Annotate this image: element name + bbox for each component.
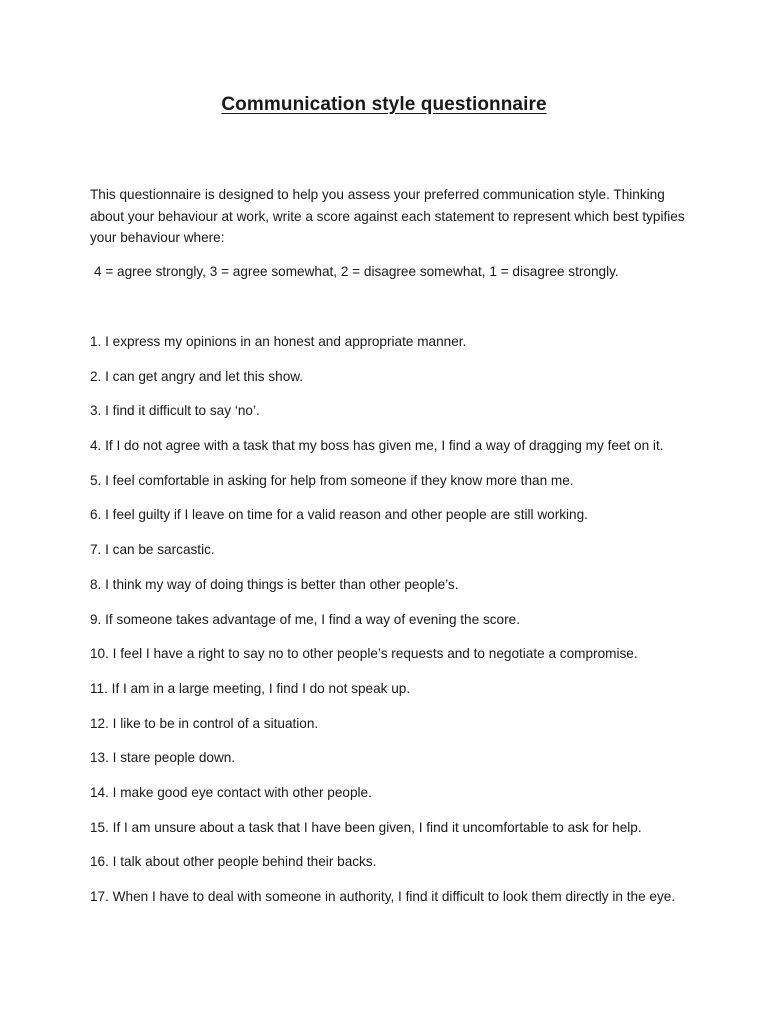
statement-item: 17. When I have to deal with someone in authority, I find it difficult to look them directly in the eye.	[90, 889, 676, 904]
statement-item: 11. If I am in a large meeting, I find I do not speak up.	[90, 680, 411, 696]
statement-item: 6. I feel guilty if I leave on time for a valid reason and other people are still working.	[90, 507, 588, 523]
statement-item: 10. I feel I have a right to say no to other people’s requests and to negotiate a compromise.	[90, 646, 638, 662]
statement-item: 7. I can be sarcastic.	[90, 542, 215, 558]
statement-item: 9. If someone takes advantage of me, I find a way of evening the score.	[90, 611, 520, 627]
statement-item: 4. If I do not agree with a task that my boss has given me, I find a way of dragging my feet on it.	[90, 438, 664, 454]
statement-item: 3. I find it difficult to say ‘no’.	[90, 403, 260, 419]
statement-item: 15. If I am unsure about a task that I have been given, I find it uncomfortable to ask for help.	[90, 819, 642, 835]
page-title: Communication style questionnaire	[221, 94, 547, 115]
statement-item: 2. I can get angry and let this show.	[90, 368, 304, 384]
statement-item: 1. I express my opinions in an honest and appropriate manner.	[90, 334, 467, 349]
statement-item: 8. I think my way of doing things is better than other people’s.	[90, 576, 459, 592]
intro-paragraph: This questionnaire is designed to help you assess your preferred communication style. Thinking about your behaviour at work, write a score against each statement to represent which best typifies your behaviour where:	[90, 187, 685, 245]
statement-item: 14. I make good eye contact with other people.	[90, 784, 372, 800]
statement-item: 13. I stare people down.	[90, 750, 236, 766]
statement-list	[90, 331, 690, 907]
statement-item: 12. I like to be in control of a situation.	[90, 715, 319, 731]
scoring-scale: 4 = agree strongly, 3 = agree somewhat, 2 = disagree somewhat, 1 = disagree strongly.	[94, 264, 619, 279]
statement-item: 16. I talk about other people behind their backs.	[90, 854, 377, 870]
statement-item: 5. I feel comfortable in asking for help from someone if they know more than me.	[90, 472, 574, 488]
